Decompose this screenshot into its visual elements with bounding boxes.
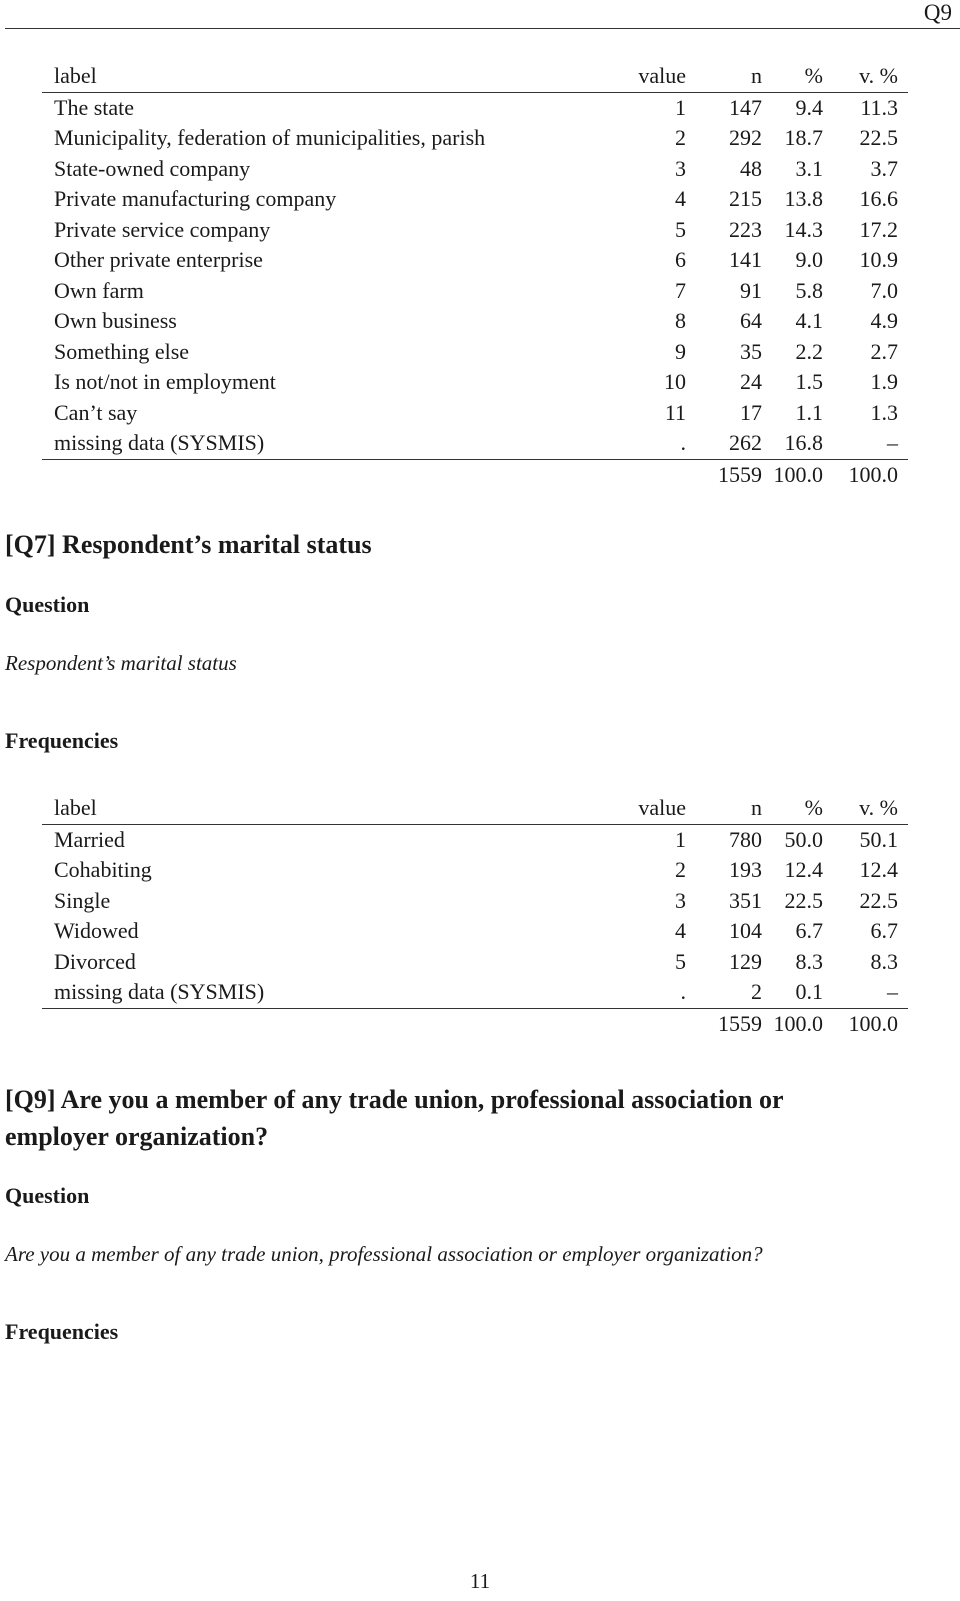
table-total-row xyxy=(42,460,908,491)
cell-label: Divorced xyxy=(54,948,136,974)
cell-n: 104 xyxy=(729,918,762,943)
table-row xyxy=(42,916,908,947)
cell-vpct: – xyxy=(887,979,898,1004)
cell-vpct: 11.3 xyxy=(860,94,898,120)
frequency-table-employer xyxy=(42,61,908,490)
cell-vpct: 4.9 xyxy=(870,308,898,333)
cell-label: Private service company xyxy=(54,216,271,242)
cell-value: 2 xyxy=(675,857,686,882)
header-rule xyxy=(5,28,960,29)
cell-vpct: 10.9 xyxy=(859,247,898,272)
table-row xyxy=(42,428,908,459)
cell-n: 24 xyxy=(740,369,762,394)
cell-value: 3 xyxy=(675,155,686,181)
cell-value: 10 xyxy=(664,369,686,394)
cell-pct: 1.5 xyxy=(795,369,823,394)
cell-label: State-owned company xyxy=(54,155,251,181)
cell-value: 1 xyxy=(675,94,686,120)
cell-label: missing data (SYSMIS) xyxy=(54,979,265,1004)
cell-pct: 0.1 xyxy=(795,979,823,1004)
question-heading-q9: Question xyxy=(5,1183,90,1208)
cell-n: 193 xyxy=(729,857,762,882)
frequency-table-q7 xyxy=(42,793,908,1039)
cell-n: 141 xyxy=(729,247,762,272)
cell-label: Other private enterprise xyxy=(54,247,263,272)
cell-pct: 13.8 xyxy=(784,186,823,211)
table-row xyxy=(42,398,908,429)
cell-pct: 9.0 xyxy=(795,247,823,272)
cell-pct: 18.7 xyxy=(784,125,823,150)
cell-value: 1 xyxy=(675,826,686,852)
cell-vpct: 50.1 xyxy=(859,826,898,852)
cell-pct: 1.1 xyxy=(795,399,823,425)
cell-n: 147 xyxy=(729,94,762,120)
table-header-row xyxy=(42,61,908,92)
cell-value: 8 xyxy=(675,308,686,333)
column-header-pct: % xyxy=(804,795,823,820)
cell-vpct: 17.2 xyxy=(859,216,898,242)
table-header-row xyxy=(42,793,908,824)
cell-n: 351 xyxy=(729,887,762,913)
running-head: Q9 xyxy=(923,0,952,25)
cell-vpct: 22.5 xyxy=(859,887,898,913)
cell-label: Can’t say xyxy=(54,399,138,425)
column-header-pct: % xyxy=(804,63,823,88)
cell-n: 780 xyxy=(729,826,762,852)
cell-label: Municipality, federation of municipalities, parish xyxy=(54,125,486,150)
cell-value: 5 xyxy=(675,216,686,242)
cell-vpct: 22.5 xyxy=(859,125,898,150)
cell-vpct: 6.7 xyxy=(870,918,898,943)
cell-value: 3 xyxy=(675,887,686,913)
column-header-n: n xyxy=(751,63,762,88)
table-row xyxy=(42,367,908,398)
cell-vpct: 2.7 xyxy=(870,338,898,364)
section-title-q9-line2: employer organization? xyxy=(5,1122,269,1151)
cell-pct: 6.7 xyxy=(795,918,823,943)
total-pct: 100.0 xyxy=(773,1010,823,1036)
cell-label: Private manufacturing company xyxy=(54,186,337,211)
cell-label: The state xyxy=(54,94,135,120)
cell-pct: 8.3 xyxy=(795,948,823,974)
table-row xyxy=(42,123,908,154)
cell-value: 7 xyxy=(675,277,686,303)
cell-vpct: 12.4 xyxy=(859,857,898,882)
table-row xyxy=(42,886,908,917)
cell-vpct: 3.7 xyxy=(870,155,898,181)
column-header-vpct: v. % xyxy=(859,63,898,88)
page-number: 11 xyxy=(469,1569,491,1593)
table-row xyxy=(42,245,908,276)
cell-n: 91 xyxy=(740,277,762,303)
total-n: 1559 xyxy=(718,461,762,487)
cell-value: . xyxy=(680,979,686,1004)
total-n: 1559 xyxy=(718,1010,762,1036)
cell-pct: 4.1 xyxy=(795,308,823,333)
table-total-row xyxy=(42,1009,908,1040)
cell-n: 35 xyxy=(740,338,762,364)
section-title-q9-line1: [Q9] Are you a member of any trade union, professional association or xyxy=(5,1085,784,1114)
cell-vpct: – xyxy=(887,430,898,455)
frequencies-heading-q7: Frequencies xyxy=(5,728,119,753)
cell-pct: 5.8 xyxy=(795,277,823,303)
cell-label: Cohabiting xyxy=(54,857,152,882)
table-row xyxy=(42,337,908,368)
cell-value: 5 xyxy=(675,948,686,974)
cell-value: 6 xyxy=(675,247,686,272)
frequencies-heading-q9: Frequencies xyxy=(5,1319,119,1344)
column-header-label: label xyxy=(54,63,97,88)
cell-pct: 9.4 xyxy=(795,94,823,120)
cell-n: 223 xyxy=(729,216,762,242)
column-header-value: value xyxy=(638,795,686,820)
cell-label: missing data (SYSMIS) xyxy=(54,430,265,455)
table-row xyxy=(42,947,908,978)
table-row xyxy=(42,215,908,246)
question-heading-q7: Question xyxy=(5,592,90,617)
cell-pct: 2.2 xyxy=(795,338,823,364)
cell-n: 17 xyxy=(740,399,762,425)
column-header-value: value xyxy=(638,63,686,88)
cell-value: 9 xyxy=(675,338,686,364)
cell-label: Married xyxy=(54,826,125,852)
cell-n: 2 xyxy=(751,979,762,1004)
cell-n: 64 xyxy=(740,308,762,333)
cell-label: Own farm xyxy=(54,277,144,303)
table-row xyxy=(42,306,908,337)
question-text-q9: Are you a member of any trade union, professional association or employer organization? xyxy=(5,1242,763,1266)
table-row xyxy=(42,855,908,886)
cell-label: Single xyxy=(54,887,111,913)
cell-n: 215 xyxy=(729,186,762,211)
cell-value: 2 xyxy=(675,125,686,150)
cell-n: 129 xyxy=(729,948,762,974)
section-title-q7: [Q7] Respondent’s marital status xyxy=(5,530,372,559)
cell-label: Own business xyxy=(54,308,177,333)
cell-value: 4 xyxy=(675,186,686,211)
cell-pct: 22.5 xyxy=(784,887,823,913)
table-row xyxy=(42,154,908,185)
total-pct: 100.0 xyxy=(773,461,823,487)
cell-vpct: 8.3 xyxy=(870,948,898,974)
cell-value: . xyxy=(680,430,686,455)
cell-label: Something else xyxy=(54,338,190,364)
cell-value: 4 xyxy=(675,918,686,943)
cell-pct: 12.4 xyxy=(784,857,823,882)
cell-vpct: 7.0 xyxy=(870,277,898,303)
total-vpct: 100.0 xyxy=(848,461,898,487)
table-row xyxy=(42,184,908,215)
question-text-q7: Respondent’s marital status xyxy=(5,651,237,675)
table-row xyxy=(42,825,908,856)
cell-pct: 50.0 xyxy=(784,826,823,852)
column-header-vpct: v. % xyxy=(859,795,898,820)
cell-pct: 14.3 xyxy=(784,216,823,242)
cell-pct: 16.8 xyxy=(784,430,823,455)
cell-vpct: 1.9 xyxy=(870,369,898,394)
cell-n: 262 xyxy=(729,430,762,455)
cell-vpct: 1.3 xyxy=(870,399,898,425)
cell-label: Widowed xyxy=(54,918,139,943)
cell-n: 48 xyxy=(740,155,762,181)
cell-n: 292 xyxy=(729,125,762,150)
cell-pct: 3.1 xyxy=(795,155,823,181)
total-vpct: 100.0 xyxy=(848,1010,898,1036)
column-header-n: n xyxy=(751,795,762,820)
table-row xyxy=(42,977,908,1008)
table-body xyxy=(42,93,908,459)
table-row xyxy=(42,93,908,124)
table-row xyxy=(42,276,908,307)
cell-vpct: 16.6 xyxy=(859,186,898,211)
table-body xyxy=(42,825,908,1008)
cell-label: Is not/not in employment xyxy=(54,369,276,394)
cell-value: 11 xyxy=(664,399,686,425)
column-header-label: label xyxy=(54,795,97,820)
